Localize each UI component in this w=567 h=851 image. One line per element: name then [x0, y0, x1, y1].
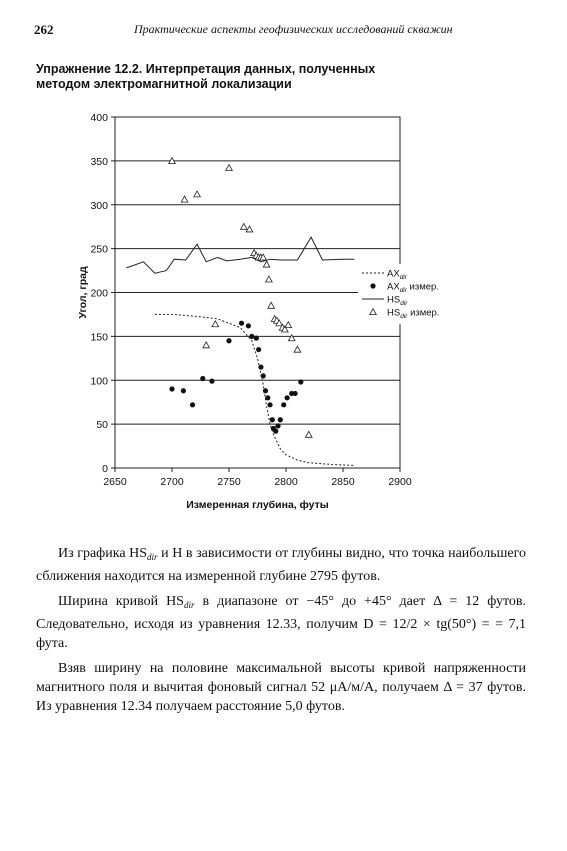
legend-swatch [370, 283, 375, 288]
y-tick-label: 300 [90, 199, 108, 212]
data-point-dot [258, 364, 263, 369]
y-tick-label: 150 [90, 331, 108, 344]
data-point-dot [246, 323, 251, 328]
paragraph-3: Взяв ширину на половине максимальной высоты кривой напряженности магнитного поля и вычитая фоновый сигнал 52 μА/м/А, получаем Δ = 37 футов. Из уравнения 12.34 получаем расстояние 5,0 футов. [36, 661, 526, 714]
page-number: 262 [34, 22, 54, 37]
data-point-dot [169, 386, 174, 391]
data-point-dot [267, 402, 272, 407]
y-axis-title: Угол, град [77, 266, 89, 319]
running-title: Практические аспекты геофизических исследований скважин [134, 22, 453, 36]
legend-label: $AX_{dir}$ измер. [387, 281, 439, 294]
data-point-dot [190, 402, 195, 407]
data-point-dot [275, 423, 280, 428]
x-axis-title: Измеренная глубина, футы [186, 499, 329, 511]
x-tick-label: 2700 [160, 476, 184, 488]
data-point-dot [239, 321, 244, 326]
data-point-dot [293, 391, 298, 396]
data-point-dot [254, 336, 259, 341]
data-point-dot [181, 388, 186, 393]
data-point-dot [265, 395, 270, 400]
legend-label: $HS_{dir}$ измер. [387, 307, 440, 320]
data-point-dot [256, 347, 261, 352]
data-point-dot [285, 395, 290, 400]
data-point-dot [281, 402, 286, 407]
data-point-dot [249, 334, 254, 339]
paragraph-2: Ширина кривой $HS_{dir}$ в диапазоне от −45° до +45° дает Δ = 12 футов. Следовательно, исходя из уравнения 12.33, получим D = 12/2 × tg(50°) = = 7,1 фута. [36, 594, 526, 651]
y-tick-label: 50 [96, 419, 108, 432]
exercise-title-line1: Упражнение 12.2. Интерпретация данных, полученных [36, 62, 376, 76]
x-tick-label: 2750 [217, 476, 241, 488]
data-point-dot [200, 376, 205, 381]
y-tick-label: 100 [90, 375, 108, 388]
paragraph-1: Из графика $HS_{dir}$ и H в зависимости от глубины видно, что точка наибольшего сближения находится на измеренной глубине 2795 футов. [36, 546, 526, 584]
data-point-dot [270, 417, 275, 422]
x-tick-label: 2800 [274, 476, 298, 488]
angle-depth-chart [70, 105, 490, 530]
exercise-title [36, 62, 436, 92]
data-point-dot [278, 417, 283, 422]
data-point-dot [273, 429, 278, 434]
data-point-dot [209, 379, 214, 384]
figure [70, 105, 490, 530]
x-tick-label: 2650 [103, 476, 127, 488]
x-tick-label: 2850 [331, 476, 355, 488]
legend-label: $HS_{dir}$ [387, 294, 408, 307]
legend-label: $AX_{dir}$ [387, 268, 407, 281]
y-tick-label: 350 [90, 155, 108, 168]
data-point-dot [298, 379, 303, 384]
y-tick-label: 250 [90, 243, 108, 256]
y-tick-label: 400 [90, 112, 108, 124]
data-point-dot [263, 388, 268, 393]
body-text [36, 544, 526, 722]
exercise-title-line2: методом электромагнитной локализации [36, 77, 292, 91]
data-point-dot [226, 338, 231, 343]
y-tick-label: 0 [102, 463, 108, 475]
y-tick-label: 200 [90, 287, 108, 300]
page-header [34, 22, 534, 40]
x-tick-label: 2900 [388, 476, 412, 488]
data-point-dot [261, 373, 266, 378]
